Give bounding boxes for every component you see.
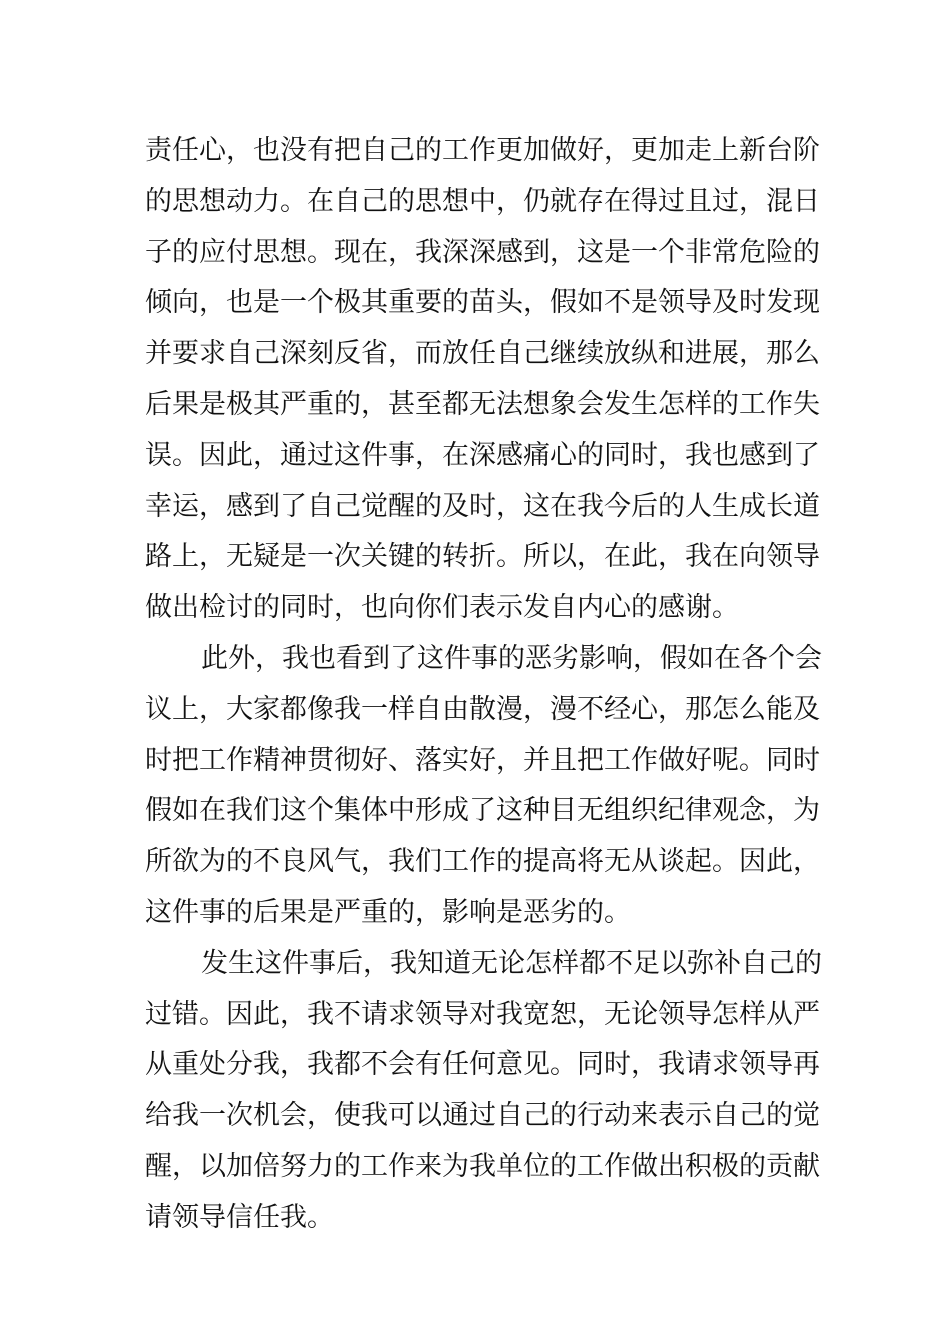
text-line: 议上，大家都像我一样自由散漫，漫不经心，那怎么能及 [145,693,820,725]
text-line: 这件事的后果是严重的，影响是恶劣的。 [145,896,631,928]
text-line: 并要求自己深刻反省，而放任自己继续放纵和进展，那么 [145,338,820,370]
text-line: 假如在我们这个集体中形成了这种目无组织纪律观念，为 [145,795,820,827]
text-line: 从重处分我，我都不会有任何意见。同时，我请求领导再 [145,1049,820,1081]
text-line: 所欲为的不良风气，我们工作的提高将无从谈起。因此， [145,846,820,878]
text-line: 责任心，也没有把自己的工作更加做好，更加走上新台阶 [145,135,820,166]
text-line: 时把工作精神贯彻好、落实好，并且把工作做好呢。同时 [145,744,820,776]
text-line: 给我一次机会，使我可以通过自己的行动来表示自己的觉 [145,1100,820,1132]
text-line: 醒，以加倍努力的工作来为我单位的工作做出积极的贡献 [145,1150,820,1182]
document-body [145,126,822,1244]
text-line: 过错。因此，我不请求领导对我宽恕，无论领导怎样从严 [145,998,820,1030]
text-line: 幸运，感到了自己觉醒的及时，这在我今后的人生成长道 [145,490,820,522]
text-line: 子的应付思想。现在，我深深感到，这是一个非常危险的 [145,236,820,268]
text-line: 路上，无疑是一次关键的转折。所以，在此，我在向领导 [145,541,820,573]
paragraph-start-line: 此外，我也看到了这件事的恶劣影响，假如在各个会 [201,642,822,674]
text-line: 倾向，也是一个极其重要的苗头，假如不是领导及时发现 [145,287,820,319]
text-line: 误。因此，通过这件事，在深感痛心的同时，我也感到了 [145,439,820,471]
text-line: 后果是极其严重的，甚至都无法想象会发生怎样的工作失 [145,388,820,420]
text-line: 请领导信任我。 [145,1201,334,1233]
text-line: 的思想动力。在自己的思想中，仍就存在得过且过，混日 [145,185,820,217]
paragraph-start-line: 发生这件事后，我知道无论怎样都不足以弥补自己的 [201,947,822,979]
text-line: 做出检讨的同时，也向你们表示发自内心的感谢。 [145,592,739,624]
